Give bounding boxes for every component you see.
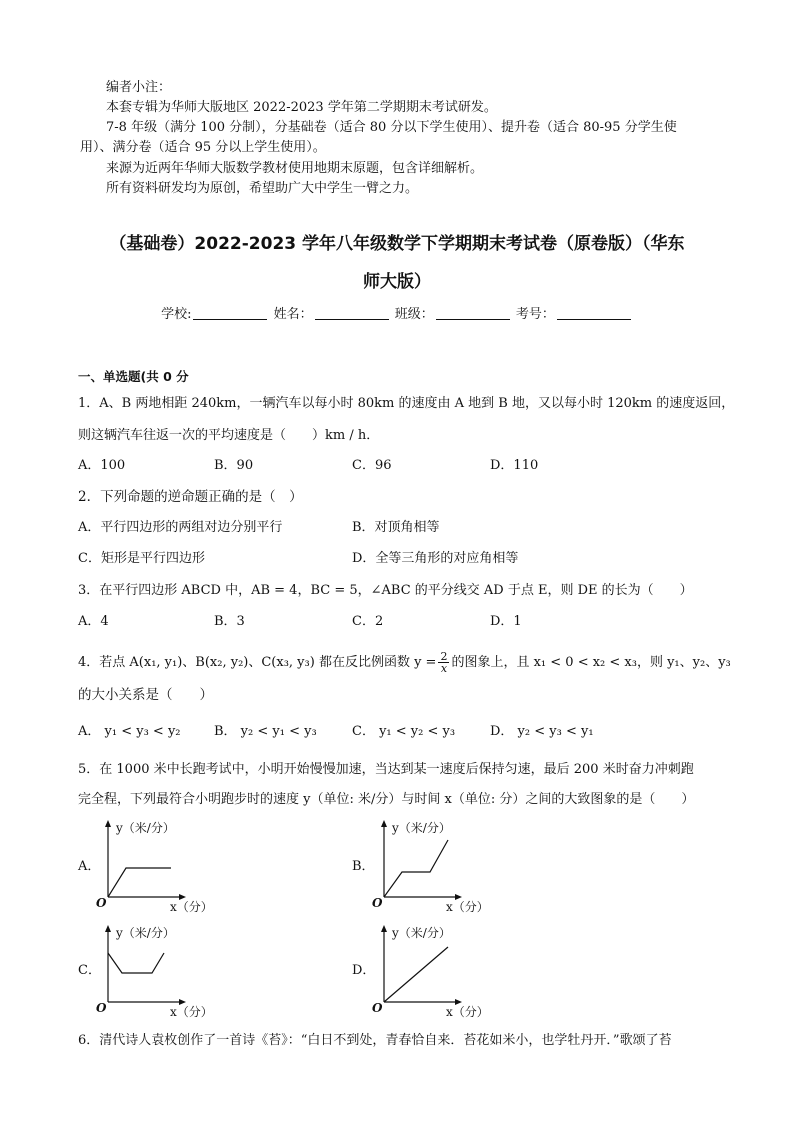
q5-graph-d-x-label: x（分） [446, 1005, 489, 1019]
q4-option-a[interactable]: A． y₁ < y₃ < y₂ [78, 724, 181, 739]
q1-line-1: 1．A、B 两地相距 240km，一辆汽车以每小时 80km 的速度由 A 地到 B 地，又以每小时 120km 的速度返回， [78, 396, 735, 411]
q1-option-d[interactable]: D．110 [490, 458, 539, 473]
y-axis-arrow [105, 925, 111, 932]
q4-option-b[interactable]: B． y₂ < y₁ < y₃ [214, 724, 317, 739]
q2-option-d[interactable]: D．全等三角形的对应角相等 [352, 551, 519, 566]
note-heading: 编者小注： [106, 80, 172, 95]
q5-option-a[interactable]: A． [78, 859, 101, 874]
q1-line-2: 则这辆汽车往返一次的平均速度是（ ）km / h． [78, 428, 380, 443]
title-line-2: 师大版） [363, 272, 431, 292]
class-label: 班级： [394, 307, 434, 322]
y-axis-arrow [381, 925, 387, 932]
note-line-4: 所有资料研发均为原创，希望助广大中学生一臂之力。 [106, 181, 419, 196]
q4-option-c[interactable]: C． y₁ < y₂ < y₃ [352, 724, 456, 739]
curve-d [384, 947, 448, 1002]
q6-line-1: 6．清代诗人袁枚创作了一首诗《苔》：“白日不到处，青春恰自来．苔花如米小，也学牡丹开．”歌颂了苔 [78, 1033, 672, 1048]
q5-option-d[interactable]: D． [352, 963, 376, 978]
student-info [0, 305, 794, 325]
q5-graph-c-origin: O [96, 1001, 107, 1015]
q5-graph-c-x-label: x（分） [170, 1005, 213, 1019]
q3-option-b[interactable]: B．3 [214, 614, 245, 629]
name-label: 姓名： [273, 307, 313, 322]
note-line-1: 本套专辑为华师大版地区 2022-2023 学年第二学期期末考试研发。 [106, 100, 497, 115]
school-label: 学校: [161, 307, 192, 322]
q3-option-d[interactable]: D．1 [490, 614, 522, 629]
title-line-1: （基础卷）2022-2023 学年八年级数学下学期期末考试卷（原卷版）（华东 [109, 234, 685, 254]
q1-option-c[interactable]: C．96 [352, 458, 392, 473]
class-field[interactable] [436, 305, 510, 320]
q2-option-c[interactable]: C．矩形是平行四边形 [78, 551, 205, 566]
q5-graph-a-x-label: x（分） [170, 900, 213, 914]
q5-graph-a [96, 818, 226, 918]
q4-line-2: 的大小关系是（ ） [78, 687, 213, 703]
curve-c [108, 953, 164, 973]
q5-option-c[interactable]: C． [78, 963, 101, 978]
note-line-3: 来源为近两年华师大版数学教材使用地期末原题，包含详细解析。 [106, 161, 484, 176]
curve-a [108, 868, 171, 897]
q1-option-a[interactable]: A．100 [78, 458, 126, 473]
y-axis-arrow [381, 820, 387, 827]
q5-graph-a-y-label: y（米/分） [116, 821, 175, 835]
q5-graph-b-x-label: x（分） [446, 900, 489, 914]
curve-b [384, 840, 448, 897]
q5-graph-d-origin: O [372, 1001, 383, 1015]
q3-line-1: 3．在平行四边形 ABCD 中，AB = 4，BC = 5，∠ABC 的平分线交 AD 于点 E，则 DE 的长为（ ） [78, 583, 693, 598]
number-field[interactable] [557, 305, 631, 320]
q5-option-b[interactable]: B． [352, 859, 375, 874]
q5-graph-c [96, 923, 226, 1023]
q2-line-1: 2．下列命题的逆命题正确的是（ ） [78, 489, 303, 505]
q2-option-a[interactable]: A．平行四边形的两组对边分别平行 [78, 520, 283, 535]
q3-option-c[interactable]: C．2 [352, 614, 384, 629]
q2-option-b[interactable]: B．对顶角相等 [352, 520, 440, 535]
q5-graph-c-y-label: y（米/分） [116, 926, 175, 940]
school-field[interactable] [193, 305, 267, 320]
q4-fraction-numerator: 2 [440, 650, 448, 663]
note-line-2a: 7-8 年级（满分 100 分制），分基础卷（适合 80 分以下学生使用）、提升卷（适合 80-95 分学生使 [106, 120, 677, 135]
number-label: 考号： [515, 307, 555, 322]
q5-graph-b-y-label: y（米/分） [392, 821, 451, 835]
q5-graph-a-origin: O [96, 896, 107, 910]
q5-graph-b-origin: O [372, 896, 383, 910]
q5-graph-d [372, 923, 502, 1023]
q4-line-1 [78, 651, 731, 674]
q1-option-b[interactable]: B．90 [214, 458, 254, 473]
name-field[interactable] [315, 305, 389, 320]
q5-line-1: 5．在 1000 米中长跑考试中，小明开始慢慢加速，当达到某一速度后保持匀速，最后 200 米时奋力冲刺跑 [78, 762, 694, 777]
q4-option-d[interactable]: D． y₂ < y₃ < y₁ [490, 724, 594, 739]
q5-graph-b [372, 818, 502, 918]
q4-line-1-pre: 4．若点 A(x₁, y₁)、B(x₂, y₂)、C(x₃, y₃) 都在反比例函数 y = [78, 655, 437, 670]
q4-fraction-denominator: x [440, 662, 448, 675]
note-line-2b: 用）、满分卷（适合 95 分以上学生使用）。 [80, 140, 326, 155]
q3-option-a[interactable]: A．4 [78, 614, 109, 629]
section-heading: 一、单选题(共 0 分 [78, 369, 189, 384]
q5-graph-d-y-label: y（米/分） [392, 926, 451, 940]
q4-fraction [438, 651, 449, 674]
y-axis-arrow [105, 820, 111, 827]
q4-line-1-post: 的图象上，且 x₁ < 0 < x₂ < x₃，则 y₁、y₂、y₃ [451, 655, 731, 670]
q5-line-2: 完全程，下列最符合小明跑步时的速度 y（单位: 米/分）与时间 x（单位: 分）之间的大致图象的是（ ） [78, 792, 695, 807]
